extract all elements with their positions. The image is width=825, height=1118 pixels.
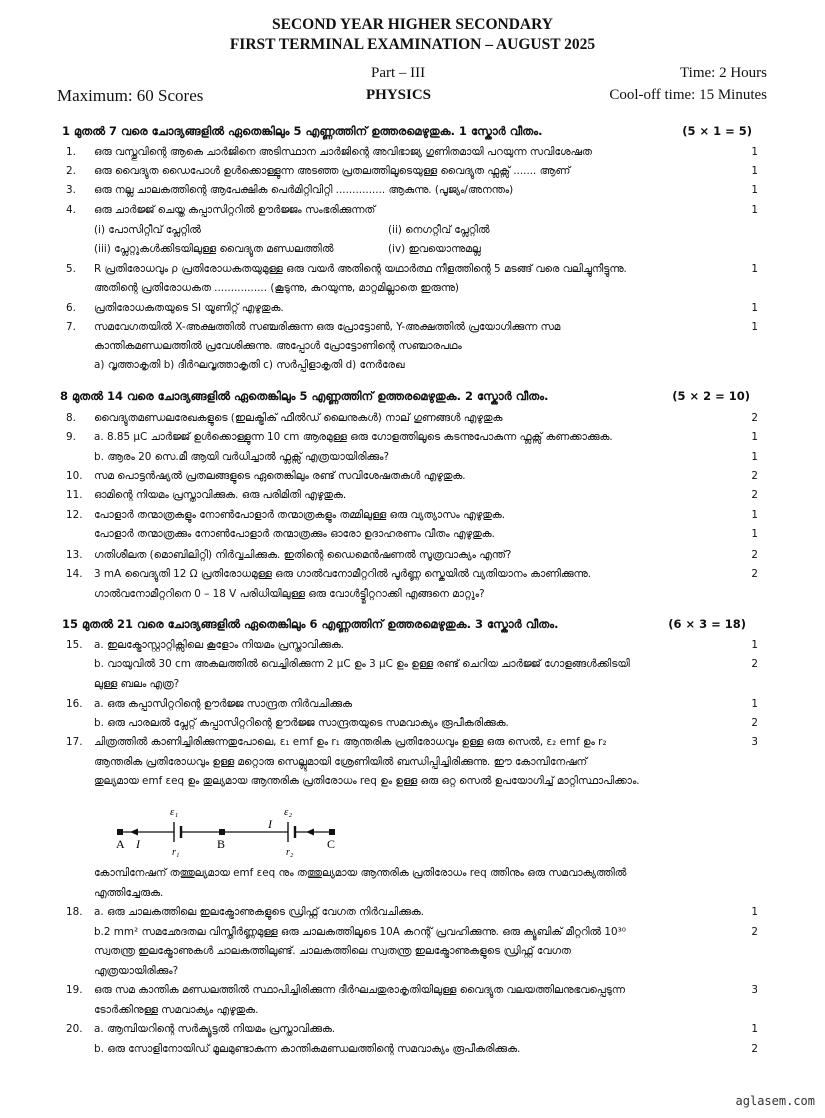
question-number: 2. [66,165,76,177]
question-mark: 2 [751,658,758,670]
question-mark: 1 [751,509,758,521]
question-row [0,756,825,774]
label-a: A [116,837,125,851]
question-row [0,698,825,716]
question-row [0,717,825,735]
question-mark: 2 [751,489,758,501]
question-text: ഒരു വസ്തുവിന്റെ ആകെ ചാർജിനെ അടിസ്ഥാന ചാർജിന്റെ അവിഭാജ്യ ഗുണിതമായി പറയുന്ന സവിശേഷത [94,146,592,158]
question-row [0,549,825,567]
question-mark: 1 [751,906,758,918]
question-row [0,1004,825,1022]
question-number: 4. [66,204,76,216]
question-text: a. ആമ്പിയറിന്റെ സർക്യൂട്ടൽ നിയമം പ്രസ്താവിക്കുക. [94,1023,336,1035]
watermark-footer: aglasem.com [735,1094,815,1108]
question-row [0,340,825,358]
question-number: 19. [66,984,83,996]
question-mark: 2 [751,470,758,482]
question-text: വൈദ്യുതമണ്ഡലരേഖകളുടെ (ഇലക്ട്രിക് ഫീൽഡ് ലൈനുകൾ) നാല് ഗുണങ്ങൾ എഴുതുക [94,412,503,424]
q4-option-iii: (iii) പ്ലേറ്റുകൾക്കിടയിലുള്ള വൈദ്യുത മണ്ഡലത്തിൽ [94,243,334,255]
exam-title-line2: FIRST TERMINAL EXAMINATION – AUGUST 2025 [229,36,596,53]
series-cells-circuit-diagram [108,800,348,860]
question-row [0,146,825,164]
question-number: 11. [66,489,83,501]
question-number: 20. [66,1023,83,1035]
question-number: 17. [66,736,83,748]
question-text: ടോർക്കിനുള്ള സമവാക്യം എഴുതുക. [94,1004,259,1016]
question-text: ഒരു സമ കാന്തിക മണ്ഡലത്തിൽ സ്ഥാപിച്ചിരിക്കുന്ന ദീർഘചതുരാകൃതിയിലുള്ള വൈദ്യുത വലയത്തിലനുഭവപ്പെടുന്ന [94,984,625,996]
question-text: സമ പൊട്ടൻഷ്യൽ പ്രതലങ്ങളുടെ ഏതെങ്കിലും രണ്ട് സവിശേഷതകൾ എഴുതുക. [94,470,466,482]
question-mark: 2 [751,717,758,729]
question-text: പോളാർ തന്മാത്രകളും നോൺപോളാർ തന്മാത്രകളും തമ്മിലുള്ള ഒരു വ്യത്യാസം എഴുതുക. [94,509,506,521]
question-mark: 1 [751,302,758,314]
label-r2: r₂ [286,847,294,858]
question-mark: 2 [751,412,758,424]
question-text: a. ഒരു കപ്പാസിറ്ററിന്റെ ഊർജ്ജ സാന്ദ്രത നിർവചിക്കുക [94,698,352,710]
question-mark: 1 [751,451,758,463]
question-mark: 1 [751,204,758,216]
question-row [0,678,825,696]
node-a [117,829,123,835]
question-text: എത്രയായിരിക്കും? [94,965,179,977]
question-number: 8. [66,412,76,424]
question-text: അതിന്റെ പ്രതിരോധകത ................ (കൂടുന്നു, കുറയുന്നു, മാറ്റമില്ലാതെ ഇരുന്നു) [94,282,459,294]
question-text: സ്വതന്ത്ര ഇലക്ട്രോണുകൾ ചാലകത്തിലുണ്ട്. ചാലകത്തിലെ സ്വതന്ത്ര ഇലക്ട്രോണുകളുടെ ഡ്രിഫ്റ്റ് വേഗത [94,945,571,957]
max-score-label: Maximum: 60 Scores [57,86,204,105]
part-label: Part – III [371,65,426,81]
question-text: പോളാർ തന്മാത്രക്കും നോൺപോളാർ തന്മാത്രക്കും ഓരോ ഉദാഹരണം വീതം എഴുതുക. [94,528,495,540]
question-mark: 1 [751,431,758,443]
section-title: 8 മുതൽ 14 വരെ ചോദ്യങ്ങളിൽ ഏതെങ്കിലും 5 എണ്ണത്തിന് ഉത്തരമെഴുതുക. 2 സ്കോർ വീതം. [60,389,549,403]
q4-option-i: (i) പോസിറ്റീവ് പ്ലേറ്റിൽ [94,224,201,236]
question-row [0,965,825,983]
question-text: തുല്യമായ emf εeq ഉം തുല്യമായ ആന്തരിക പ്രതിരോധം req ഉം ഉള്ള ഒരു ഒറ്റ സെൽ ഉപയോഗിച്ച് മാറ്റിസ്ഥാപിക്കാം. [94,775,640,787]
question-number: 13. [66,549,83,561]
node-c [329,829,335,835]
label-c: C [327,837,336,851]
question-number: 16. [66,698,83,710]
label-r1: r₁ [172,847,180,858]
question-mark: 3 [751,984,758,996]
question-number: 3. [66,184,76,196]
question-number: 14. [66,568,83,580]
node-b [219,829,225,835]
question-mark: 1 [751,698,758,710]
subject-label: PHYSICS [366,87,432,103]
question-mark: 2 [751,926,758,938]
question-text: b. ഒരു സോളിനോയിഡ് മൂലമുണ്ടാകുന്ന കാന്തികമണ്ഡലത്തിന്റെ സമവാക്യം രൂപീകരിക്കുക. [94,1043,521,1055]
section-header-1 [62,124,752,139]
question-row [0,282,825,300]
q4-option-ii: (ii) നെഗറ്റീവ് പ്ലേറ്റിൽ [388,224,490,236]
question-mark: 1 [751,321,758,333]
question-row [0,736,825,754]
section-title: 15 മുതൽ 21 വരെ ചോദ്യങ്ങളിൽ ഏതെങ്കിലും 6 എണ്ണത്തിന് ഉത്തരമെഴുതുക. 3 സ്കോർ വീതം. [62,617,559,631]
question-mark: 2 [751,1043,758,1055]
question-text: b.2 mm² സമഛേദതല വിസ്തീർണ്ണമുള്ള ഒരു ചാലകത്തിലൂടെ 10A കറന്റ് പ്രവഹിക്കുന്നു. ഒരു ക്യൂബിക് മീറ്ററിൽ 10³⁰ [94,926,626,938]
exam-title-line1: SECOND YEAR HIGHER SECONDARY [272,16,553,33]
section-score: (5 × 1 = 5) [682,124,752,138]
question-number: 7. [66,321,76,333]
question-mark: 1 [751,165,758,177]
question-number: 6. [66,302,76,314]
question-row [0,204,825,222]
question-text: പ്രതിരോധകതയുടെ SI യൂണിറ്റ് എഴുതുക. [94,302,284,314]
question-row [0,588,825,606]
question-text: b. ആരം 20 സെ.മീ ആയി വർധിച്ചാൽ ഫ്ലക്സ് എത്രയായിരിക്കും? [94,451,390,463]
question-row [0,867,825,885]
question-mark: 1 [751,1023,758,1035]
question-row [0,431,825,449]
question-row [0,184,825,202]
question-row [0,926,825,944]
question-text: a. ഒരു ചാലകത്തിലെ ഇലക്ട്രോണുകളുടെ ഡ്രിഫ്റ്റ് വേഗത നിർവചിക്കുക. [94,906,424,918]
question-row [0,906,825,924]
label-b: B [217,837,226,851]
question-number: 18. [66,906,83,918]
question-text: ആന്തരിക പ്രതിരോധവും ഉള്ള മറ്റൊരു സെല്ലുമായി ശ്രേണിയിൽ ബന്ധിപ്പിച്ചിരിക്കുന്നു. ഈ കോമ്പിനേഷന് [94,756,588,768]
question-text: കാന്തികമണ്ഡലത്തിൽ പ്രവേശിക്കുന്നു. അപ്പോൾ പ്രോട്ടോണിന്റെ സഞ്ചാരപഥം [94,340,462,352]
section-score: (6 × 3 = 18) [668,617,746,631]
question-text: b. ഒരു പാരലൽ പ്ലേറ്റ് കപ്പാസിറ്ററിന്റെ ഊർജ്ജ സാന്ദ്രതയുടെ സമവാക്യം രൂപീകരിക്കുക. [94,717,509,729]
q4-option-iv: (iv) ഇവയൊന്നുമല്ല [388,243,481,255]
question-text: സമവേഗതയിൽ X-അക്ഷത്തിൽ സഞ്ചരിക്കുന്ന ഒരു പ്രോട്ടോൺ, Y-അക്ഷത്തിൽ പ്രയോഗിക്കുന്ന സമ [94,321,561,333]
question-mark: 2 [751,568,758,580]
label-current-mid: I [268,817,272,831]
question-text: കോമ്പിനേഷന് തത്തുല്യമായ emf εeq നും തത്തുല്യമായ ആന്തരിക പ്രതിരോധം req ത്തിനും ഒരു സമവാക്യത്തിൽ [94,867,627,879]
question-number: 12. [66,509,83,521]
question-row [0,639,825,657]
question-row [0,887,825,905]
question-mark: 1 [751,184,758,196]
question-row [0,451,825,469]
question-row [0,658,825,676]
question-number: 5. [66,263,76,275]
question-row [0,1023,825,1041]
question-text: എത്തിച്ചേരുക. [94,887,164,899]
question-row [0,263,825,281]
question-text: a) വൃത്താകൃതി b) ദീർഘവൃത്താകൃതി c) സർപ്പിളാകൃതി d) നേർരേഖ [94,359,405,371]
current-arrow-left [130,829,138,836]
question-mark: 1 [751,639,758,651]
question-text: a. ഇലക്ട്രോസ്റ്റാറ്റിക്സിലെ കൂളോം നിയമം പ്രസ്താവിക്കുക. [94,639,344,651]
time-label: Time: 2 Hours [680,65,767,81]
question-text: R പ്രതിരോധവും ρ പ്രതിരോധകതയുമുള്ള ഒരു വയർ അതിന്റെ യഥാർത്ഥ നീളത്തിന്റെ 5 മടങ്ങ് വരെ വലിച്ചുനീട്ടുന്നു. [94,263,627,275]
question-text: ഗതിശീലത (മൊബിലിറ്റി) നിർവ്വചിക്കുക. ഇതിന്റെ ഡൈമെൻഷണൽ സൂത്രവാക്യം എന്ത്? [94,549,512,561]
question-number: 10. [66,470,83,482]
question-text: ഒരു നല്ല ചാലകത്തിന്റെ ആപേക്ഷിക പെർമിറ്റിവിറ്റി ............... ആകുന്നു. (പൂജ്യം/അനന്തം) [94,184,514,196]
cool-off-label: Cool-off time: 15 Minutes [609,87,767,103]
question-text: a. 8.85 μC ചാർജ്ജ് ഉൾക്കൊള്ളുന്ന 10 cm ആരമുള്ള ഒരു ഗോളത്തിലൂടെ കടന്നുപോകുന്ന ഫ്ലക്സ് കണക്കാക്കുക. [94,431,613,443]
question-row [0,302,825,320]
question-text: ലുള്ള ബലം എത്ര? [94,678,180,690]
question-mark: 1 [751,528,758,540]
question-row [0,412,825,430]
question-text: 3 mA വൈദ്യുതി 12 Ω പ്രതിരോധമുള്ള ഒരു ഗാൽവനോമീറ്ററിൽ പൂർണ്ണ സ്കെയിൽ വ്യതിയാനം കാണിക്കുന്നു. [94,568,592,580]
question-row [0,489,825,507]
question-row [0,321,825,339]
question-number: 1. [66,146,76,158]
question-text: ചിത്രത്തിൽ കാണിച്ചിരിക്കുന്നതുപോലെ, ε₁ emf ഉം r₁ ആന്തരിക പ്രതിരോധവും ഉള്ള ഒരു സെൽ, ε₂ emf ഉം r₂ [94,736,607,748]
section-header-3 [62,617,746,632]
question-row [0,945,825,963]
section-header-2 [60,389,750,404]
question-mark: 1 [751,263,758,275]
question-row [0,568,825,586]
question-text: ഒരു വൈദ്യുത ഡൈപോൾ ഉൾക്കൊള്ളുന്ന അടഞ്ഞ പ്രതലത്തിലൂടെയുള്ള വൈദ്യുത ഫ്ലക്സ് ....... ആണ് [94,165,571,177]
question-row [0,775,825,793]
label-emf2: ε₂ [284,806,293,818]
question-number: 15. [66,639,83,651]
question-row [0,509,825,527]
question-mark: 3 [751,736,758,748]
label-current-left: I [136,837,140,851]
question-row [0,359,825,377]
question-text: ഗാൽവനോമീറ്ററിനെ 0 – 18 V പരിധിയിലുള്ള ഒരു വോൾട്ട്മീറ്ററാക്കി എങ്ങനെ മാറ്റും? [94,588,485,600]
question-row [0,1043,825,1061]
question-row [0,470,825,488]
question-row [0,528,825,546]
question-number: 9. [66,431,76,443]
label-emf1: ε₁ [170,806,179,818]
question-text: b. വായുവിൽ 30 cm അകലത്തിൽ വെച്ചിരിക്കുന്ന 2 μC ഉം 3 μC ഉം ഉള്ള രണ്ട് ചെറിയ ചാർജ്ജ് ഗോളങ്ങൾക്കിടയി [94,658,630,670]
question-row [0,165,825,183]
question-mark: 1 [751,146,758,158]
section-title: 1 മുതൽ 7 വരെ ചോദ്യങ്ങളിൽ ഏതെങ്കിലും 5 എണ്ണത്തിന് ഉത്തരമെഴുതുക. 1 സ്കോർ വീതം. [62,124,543,138]
section-score: (5 × 2 = 10) [672,389,750,403]
question-text: ഓമിന്റെ നിയമം പ്രസ്താവിക്കുക. ഒരു പരിമിതി എഴുതുക. [94,489,347,501]
question-mark: 2 [751,549,758,561]
current-arrow-right [306,829,314,836]
question-row [0,984,825,1002]
question-text: ഒരു ചാർജ്ജ് ചെയ്ത കപ്പാസിറ്ററിൽ ഊർജ്ജം സംഭരിക്കുന്നത് [94,204,376,216]
